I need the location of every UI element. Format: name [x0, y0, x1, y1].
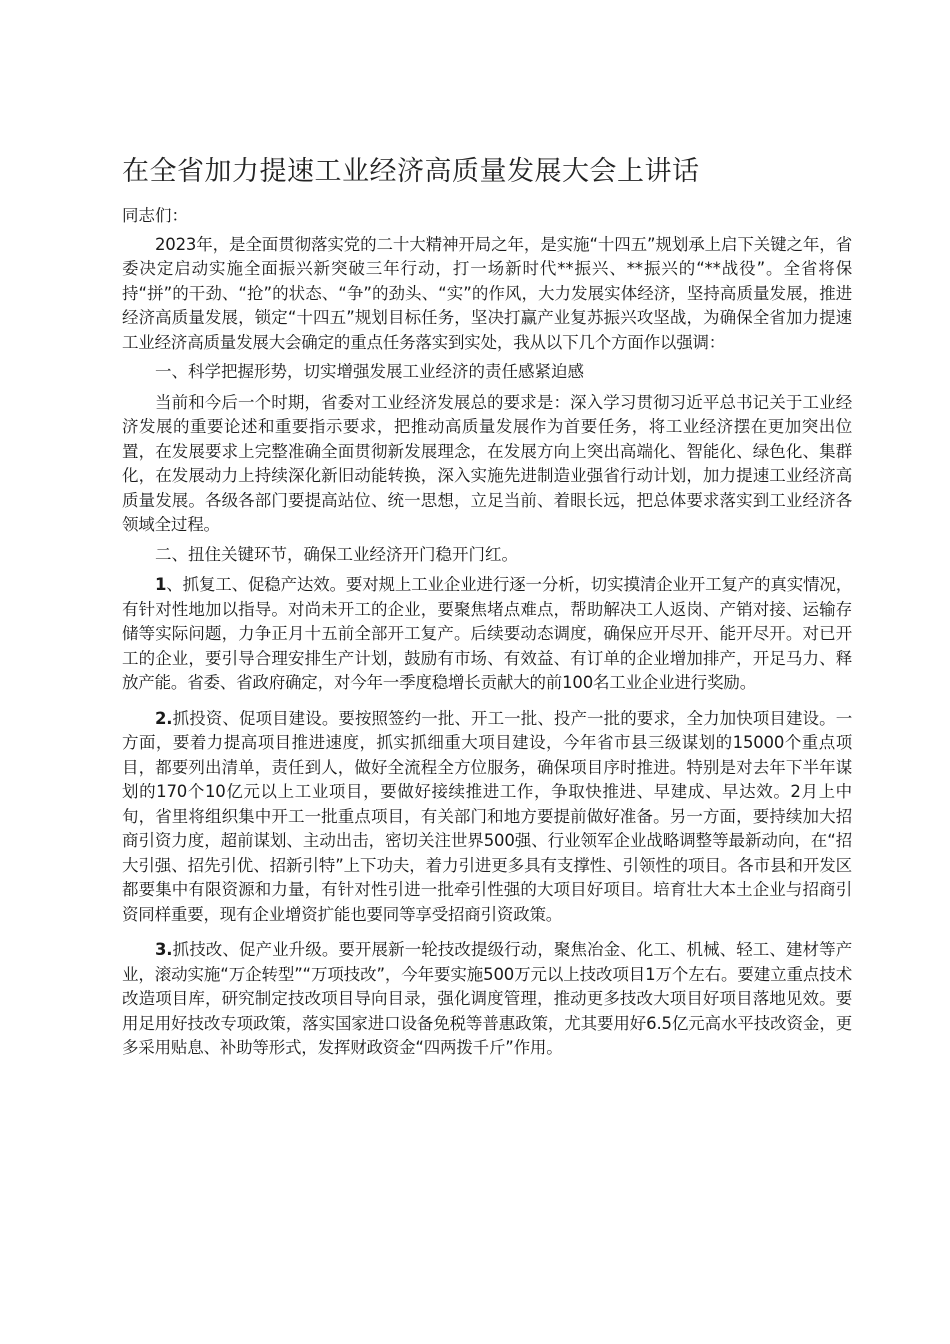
item-2-text: 抓投资、促项目建设。要按照签约一批、开工一批、投产一批的要求，全力加快项目建设。一方面，要着力提高项目推进速度，抓实抓细重大项目建设，今年省市县三级谋划的15000个重点项目，都要列出清单，责任到人，做好全流程全方位服务，确保项目序时推进。特别是对去年下半年谋划的170个10亿元以上工业项目，要做好接续推进工作，争取快推进、早建成、早达效。2月上中旬，省里将组织集中开工一批重点项目，有关部门和地方要提前做好准备。另一方面，要持续加大招商引资力度，超前谋划、主动出击，密切关注世界500强、行业领军企业战略调整等最新动向，在“招大引强、招先引优、招新引特”上下功夫，着力引进更多具有支撑性、引领性的项目。各市县和开发区都要集中有限资源和力量，有针对性引进一批牵引性强的大项目好项目。培育壮大本土企业与招商引资同样重要，现有企业增资扩能也要同等享受招商引资政策。	[122, 708, 852, 924]
intro-paragraph: 2023年，是全面贯彻落实党的二十大精神开局之年，是实施“十四五”规划承上启下关键之年，省委决定启动实施全面振兴新突破三年行动，打一场新时代**振兴、**振兴的“**战役”。全省将保持“拼”的干劲、“抢”的状态、“争”的劲头、“实”的作风，大力发展实体经济，坚持高质量发展，推进经济高质量发展，锁定“十四五”规划目标任务，坚决打赢产业复苏振兴攻坚战，为确保全省加力提速工业经济高质量发展大会确定的重点任务落实到实处，我从以下几个方面作以强调：	[122, 234, 852, 352]
section-2-heading: 二、扭住关键环节，确保工业经济开门稳开门红。	[155, 544, 518, 564]
item-3-text: 抓技改、促产业升级。要开展新一轮技改提级行动，聚焦冶金、化工、机械、轻工、建材等产业，滚动实施“万企转型”“万项技改”，今年要实施500万元以上技改项目1万个左右。要建立重点技术改造项目库，研究制定技改项目导向目录，强化调度管理，推动更多技改大项目好项目落地见效。要用足用好技改专项政策，落实国家进口设备免税等普惠政策，尤其要用好6.5亿元高水平技改资金，更多采用贴息、补助等形式，发挥财政资金“四两拨千斤”作用。	[122, 940, 852, 1057]
document-title: 在全省加力提速工业经济高质量发展大会上讲话	[122, 156, 700, 187]
section-1-heading: 一、科学把握形势，切实增强发展工业经济的责任感紧迫感	[155, 362, 584, 381]
item-1-number: 1	[155, 575, 167, 594]
item-2-number: 2.	[155, 708, 173, 728]
section-1-paragraph: 当前和今后一个时期，省委对工业经济发展总的要求是：深入学习贯彻习近平总书记关于工业经济发展的重要论述和重要指示要求，把推动高质量发展作为首要任务，将工业经济摆在更加突出位置，在发展要求上完整准确全面贯彻新发展理念，在发展方向上突出高端化、智能化、绿色化、集群化，在发展动力上持续深化新旧动能转换，深入实施先进制造业强省行动计划，加力提速工业经济高质量发展。各级各部门要提高站位、统一思想，立足当前、着眼长远，把总体要求落实到工业经济各领域全过程。	[122, 392, 852, 534]
item-1-text: 、抓复工、促稳产达效。要对规上工业企业进行逐一分析，切实摸清企业开工复产的真实情况，有针对性地加以指导。对尚未开工的企业，要聚焦堵点难点，帮助解决工人返岗、产销对接、运输存储等实际问题，力争正月十五前全部开工复产。后续要动态调度，确保应开尽开、能开尽开。对已开工的企业，要引导合理安排生产计划，鼓励有市场、有效益、有订单的企业增加排产，开足马力、释放产能。省委、省政府确定，对今年一季度稳增长贡献大的前100名工业企业进行奖励。	[122, 575, 852, 692]
greeting: 同志们：	[122, 206, 188, 225]
item-3-number: 3.	[155, 940, 173, 959]
item-3-paragraph	[122, 938, 852, 1061]
item-2-paragraph	[122, 707, 852, 928]
item-1-paragraph	[122, 573, 852, 696]
document-page	[122, 150, 852, 1066]
